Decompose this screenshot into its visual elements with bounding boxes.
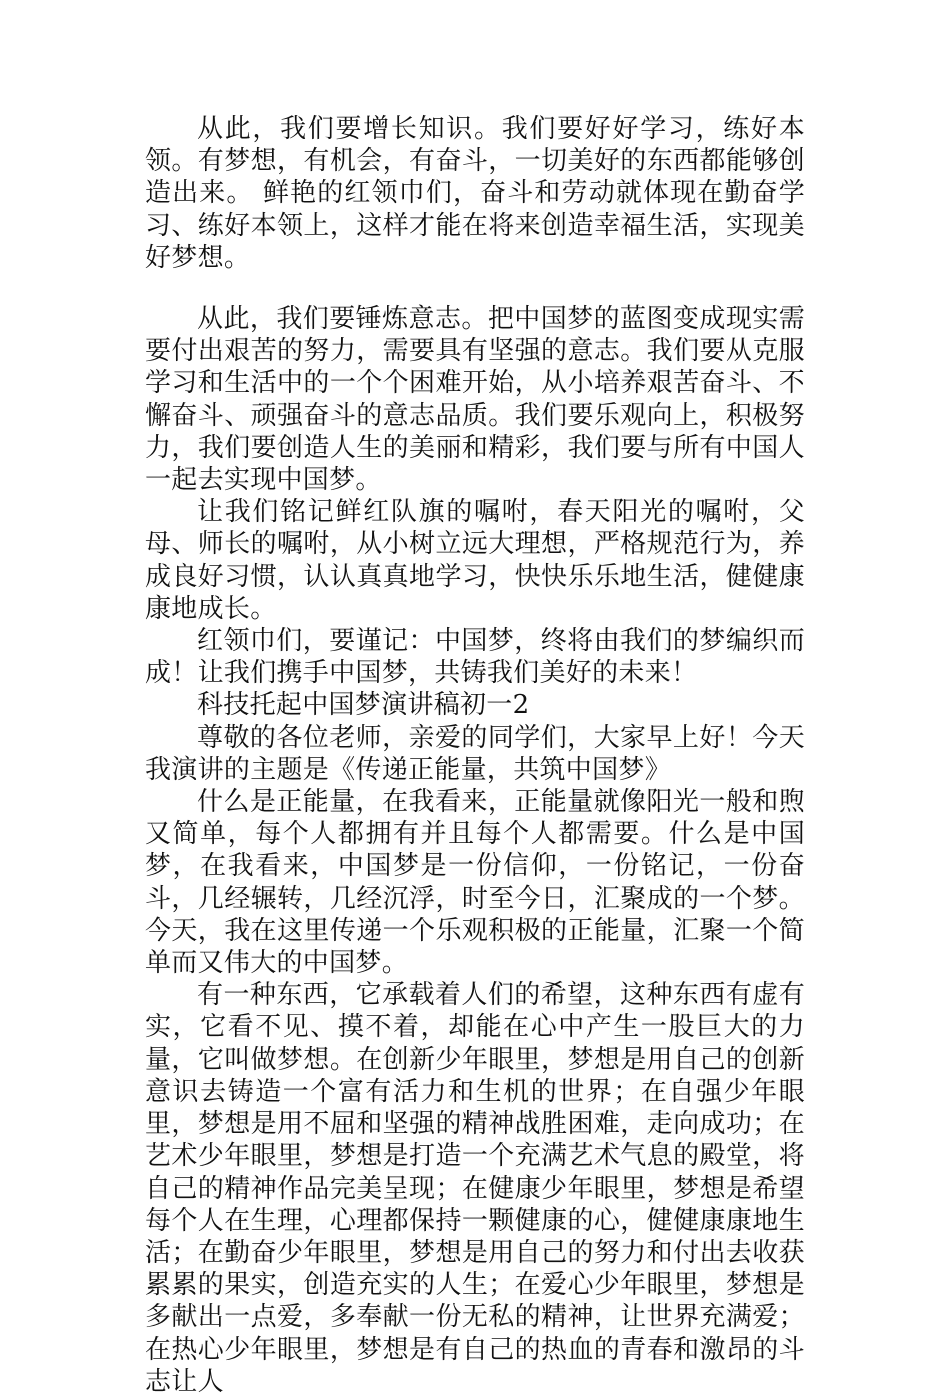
paragraph-dream: 有一种东西，它承载着人们的希望，这种东西有虚有实，它看不见、摸不着，却能在心中产生一股巨大的力量，它叫做梦想。在创新少年眼里，梦想是用自己的创新意识去铸造一个富有活力和生机的世界；在自强少年眼里，梦想是用不屈和坚强的精神战胜困难，走向成功；在艺术少年眼里，梦想是打造一个充满艺术气息的殿堂，将自己的精神作品完美呈现；在健康少年眼里，梦想是希望每个人在生理，心理都保持一颗健康的心，健健康康地生活；在勤奋少年眼里，梦想是用自己的努力和付出去收获累累的果实，创造充实的人生；在爱心少年眼里，梦想是多献出一点爱，多奉献一份无私的精神，让世界充满爱；在热心少年眼里，梦想是有自己的热血的青春和激昂的斗志让人 bbox=[145, 980, 805, 1397]
paragraph-gap bbox=[145, 274, 805, 303]
paragraph-red-scarf: 红领巾们，要谨记：中国梦，终将由我们的梦编织而成！让我们携手中国梦，共铸我们美好的未来！ bbox=[145, 626, 805, 689]
paragraph-remember: 让我们铭记鲜红队旗的嘱咐，春天阳光的嘱咐，父母、师长的嘱咐，从小树立远大理想，严格规范行为，养成良好习惯，认认真真地学习，快快乐乐地生活，健健康康地成长。 bbox=[145, 497, 805, 624]
section-heading: 科技托起中国梦演讲稿初一2 bbox=[197, 690, 530, 721]
paragraph-willpower: 从此，我们要锤炼意志。把中国梦的蓝图变成现实需要付出艰苦的努力，需要具有坚强的意志。我们要从克服学习和生活中的一个个困难开始，从小培养艰苦奋斗、不懈奋斗、顽强奋斗的意志品质。我们要乐观向上，积极努力，我们要创造人生的美丽和精彩，我们要与所有中国人一起去实现中国梦。 bbox=[145, 304, 805, 496]
paragraph-knowledge: 从此，我们要增长知识。我们要好好学习，练好本领。有梦想，有机会，有奋斗，一切美好的东西都能够创造出来。 鲜艳的红领巾们，奋斗和劳动就体现在勤奋学习、练好本领上，这样才能在将来创造幸福生活，实现美好梦想。 bbox=[145, 114, 805, 273]
document-page bbox=[145, 113, 805, 1398]
paragraph-greeting: 尊敬的各位老师，亲爱的同学们，大家早上好！今天我演讲的主题是《传递正能量，共筑中国梦》 bbox=[145, 722, 805, 785]
paragraph-positive-energy: 什么是正能量，在我看来，正能量就像阳光一般和煦又简单，每个人都拥有并且每个人都需要。什么是中国梦，在我看来，中国梦是一份信仰，一份铭记，一份奋斗，几经辗转，几经沉浮，时至今日，汇聚成的一个梦。今天，我在这里传递一个乐观积极的正能量，汇聚一个简单而又伟大的中国梦。 bbox=[145, 787, 805, 979]
